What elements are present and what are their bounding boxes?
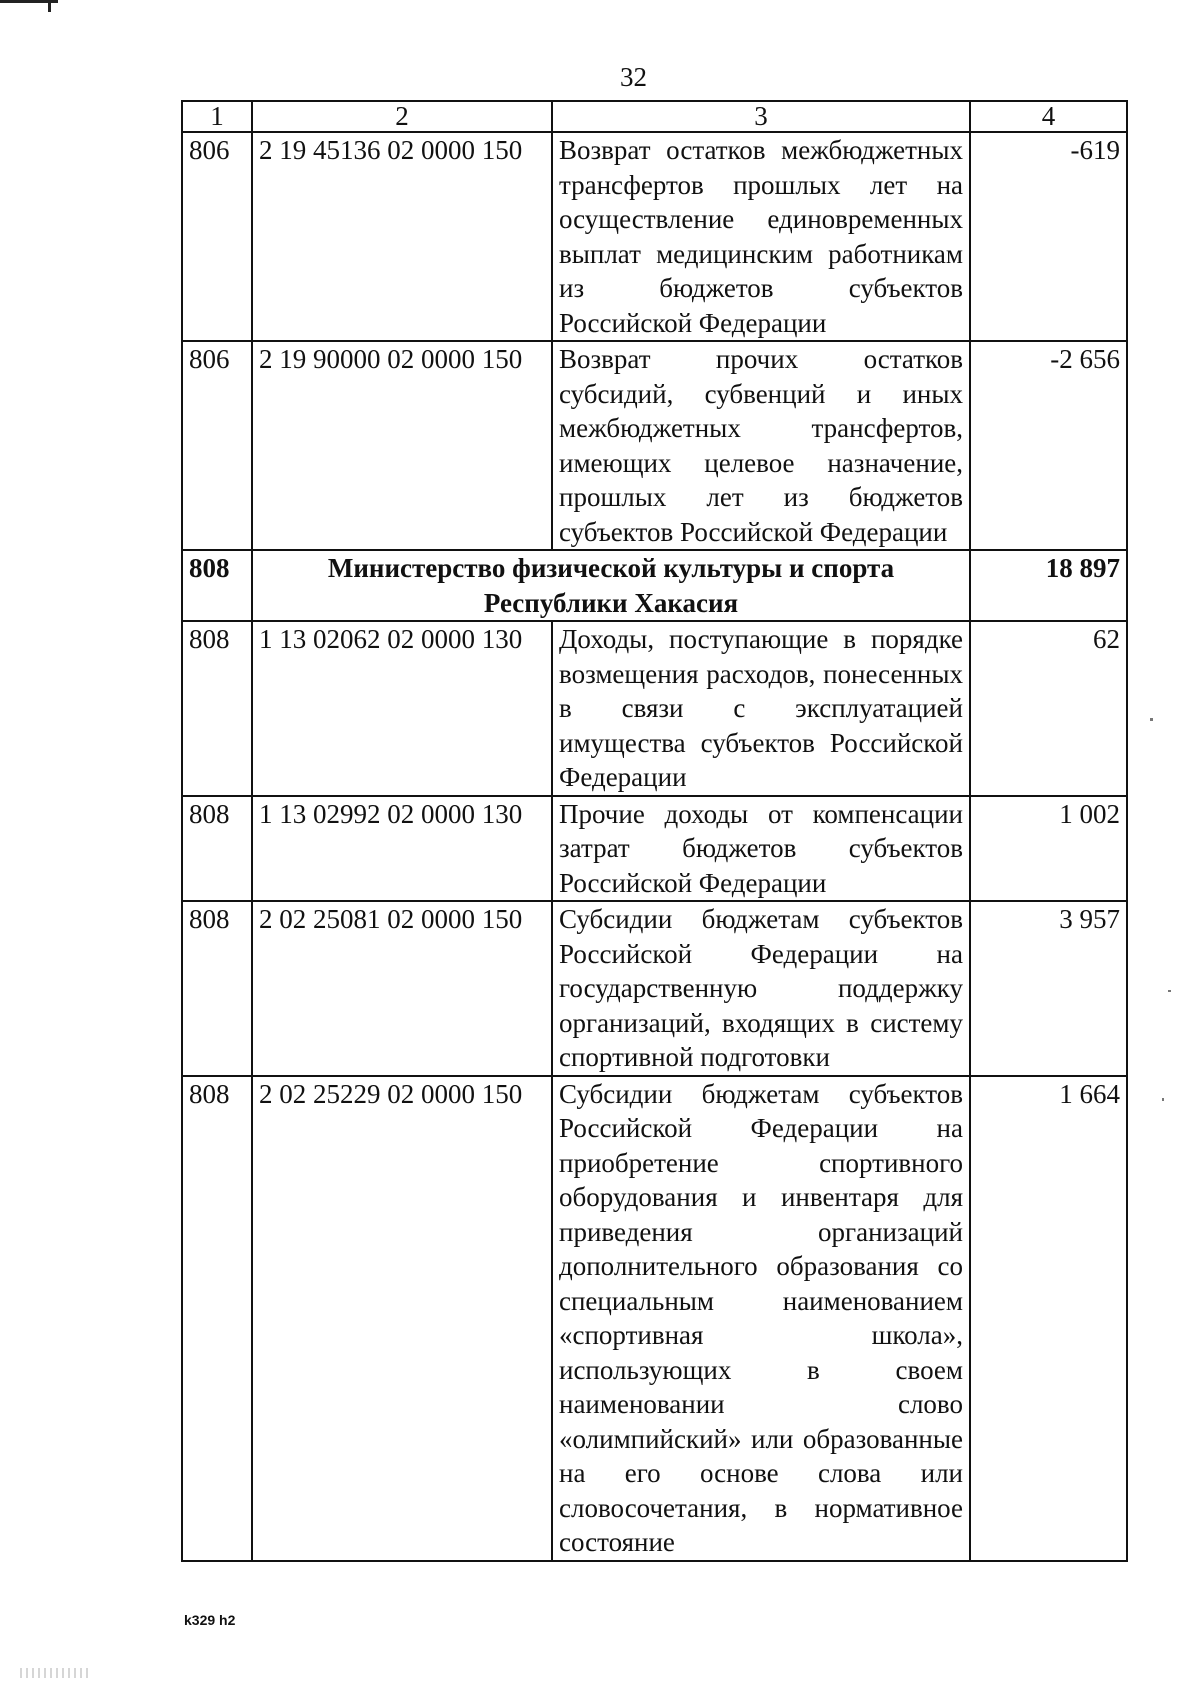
amount-cell: -2 656 <box>970 341 1127 550</box>
table-row <box>182 621 1127 796</box>
admin-code-cell: 806 <box>182 341 252 550</box>
budget-classification-code-cell: 1 13 02062 02 0000 130 <box>252 621 552 796</box>
admin-code-cell: 808 <box>182 550 252 621</box>
income-description-cell: Субсидии бюджетам субъектов Российской Федерации на государственную поддержку организаций, входящих в систему спортивной подготовки <box>552 901 970 1076</box>
amount-cell: 62 <box>970 621 1127 796</box>
column-header-3: 3 <box>552 101 970 132</box>
income-description-cell: Прочие доходы от компенсации затрат бюджетов субъектов Российской Федерации <box>552 796 970 902</box>
amount-cell: 1 664 <box>970 1076 1127 1561</box>
amount-cell: 3 957 <box>970 901 1127 1076</box>
scan-speck <box>1150 718 1153 721</box>
section-total-amount: 18 897 <box>970 550 1127 621</box>
admin-code-cell: 808 <box>182 796 252 902</box>
section-header-row <box>182 550 1127 621</box>
income-description-cell: Доходы, поступающие в порядке возмещения расходов, понесенных в связи с эксплуатацией имущества субъектов Российской Федерации <box>552 621 970 796</box>
budget-classification-code-cell: 2 19 90000 02 0000 150 <box>252 341 552 550</box>
table-row <box>182 796 1127 902</box>
amount-cell: -619 <box>970 132 1127 341</box>
table-row <box>182 341 1127 550</box>
column-number-header-row <box>182 101 1127 132</box>
budget-classification-code-cell: 1 13 02992 02 0000 130 <box>252 796 552 902</box>
scan-speck <box>1162 1098 1164 1101</box>
admin-code-cell: 806 <box>182 132 252 341</box>
budget-income-table <box>181 100 1128 1562</box>
admin-code-cell: 808 <box>182 1076 252 1561</box>
income-description-cell: Субсидии бюджетам субъектов Российской Федерации на приобретение спортивного оборудования и инвентаря для приведения организаций дополнительного образования со специальным наименованием «спортивная школа», использующих в своем наименовании слово «олимпийский» или образованные на его основе слова или словосочетания, в нормативное состояние <box>552 1076 970 1561</box>
table-row <box>182 1076 1127 1561</box>
table-row <box>182 901 1127 1076</box>
budget-classification-code-cell: 2 02 25229 02 0000 150 <box>252 1076 552 1561</box>
budget-classification-code-cell: 2 02 25081 02 0000 150 <box>252 901 552 1076</box>
page-number: 32 <box>620 62 647 92</box>
section-title: Министерство физической культуры и спорта Республики Хакасия <box>252 550 970 621</box>
income-description-cell: Возврат остатков межбюджетных трансфертов прошлых лет на осуществление единовременных выплат медицинским работникам из бюджетов субъектов Российской Федерации <box>552 132 970 341</box>
table-row <box>182 132 1127 341</box>
income-description-cell: Возврат прочих остатков субсидий, субвенций и иных межбюджетных трансфертов, имеющих целевое назначение, прошлых лет из бюджетов субъектов Российской Федерации <box>552 341 970 550</box>
column-header-1: 1 <box>182 101 252 132</box>
column-header-4: 4 <box>970 101 1127 132</box>
column-header-2: 2 <box>252 101 552 132</box>
admin-code-cell: 808 <box>182 901 252 1076</box>
amount-cell: 1 002 <box>970 796 1127 902</box>
budget-classification-code-cell: 2 19 45136 02 0000 150 <box>252 132 552 341</box>
scan-speck <box>1168 990 1171 992</box>
document-footer-code: k329 h2 <box>184 1612 236 1628</box>
scan-smudge <box>20 1668 90 1678</box>
admin-code-cell: 808 <box>182 621 252 796</box>
scan-edge-mark-vertical <box>48 0 51 12</box>
